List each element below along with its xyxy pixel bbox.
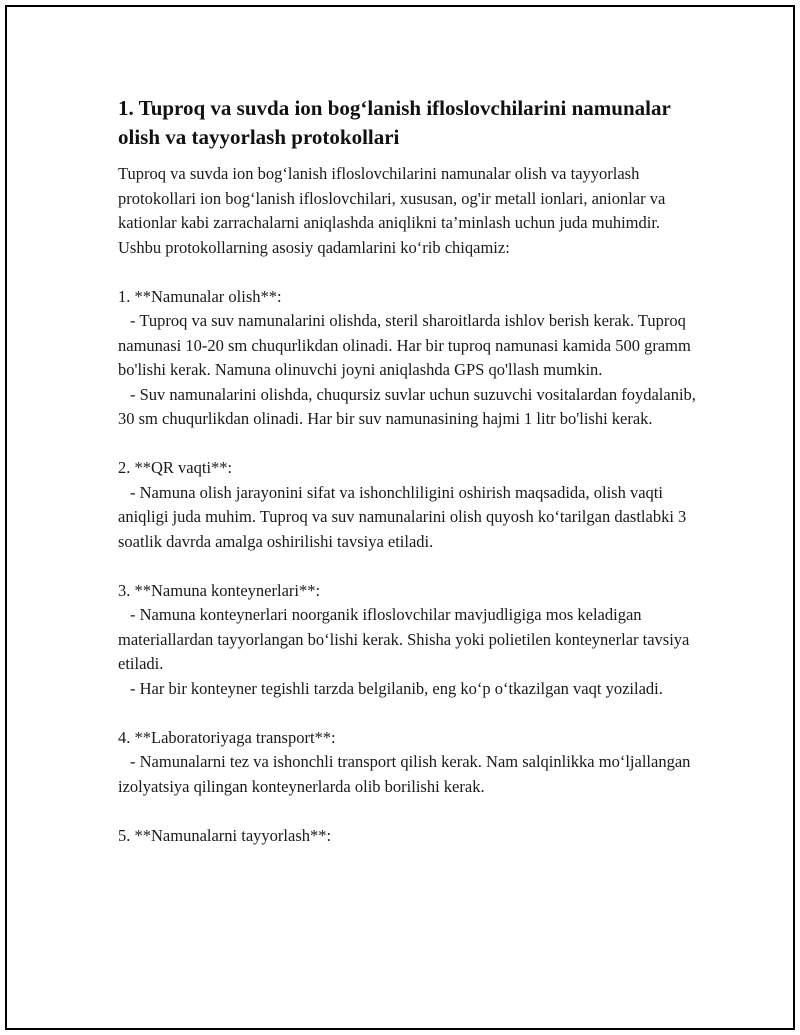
section-sampling — [118, 285, 698, 432]
section-bullet: - Namunalarni tez va ishonchli transport qilish kerak. Nam salqinlikka mo‘ljallangan izolyatsiya qilingan konteynerlarda olib borilishi kerak. — [118, 752, 691, 796]
section-bullet: - Namuna konteynerlari noorganik ifloslovchilar mavjudligiga mos keladigan materiallardan tayyorlangan bo‘lishi kerak. Shisha yoki polietilen konteynerlar tavsiya etiladi. — [118, 605, 690, 673]
section-heading: 3. **Namuna konteynerlari**: — [118, 580, 321, 600]
document-title: 1. Tuproq va suvda ion bog‘lanish ifloslovchilarini namunalar olish va tayyorlash protokollari — [118, 96, 671, 149]
intro-paragraph: Tuproq va suvda ion bog‘lanish ifloslovchilarini namunalar olish va tayyorlash protokollari ion bog‘lanish ifloslovchilari, xususan, og'ir metall ionlari, anionlar va kationlar kabi zarrachalarni aniqlashda aniqlikni ta’minlash uchun juda muhimdir. Ushbu protokollarning asosiy qadamlarini ko‘rib chiqamiz: — [118, 164, 666, 257]
section-heading: 4. **Laboratoriyaga transport**: — [118, 727, 336, 747]
section-qr-time — [118, 456, 698, 554]
section-heading: 5. **Namunalarni tayyorlash**: — [118, 825, 332, 845]
document-content — [118, 94, 698, 848]
section-containers — [118, 579, 698, 702]
section-bullet: - Tuproq va suv namunalarini olishda, steril sharoitlarda ishlov berish kerak. Tuproq namunasi 10-20 sm chuqurlikdan olinadi. Har bir tuproq namunasi kamida 500 gramm bo'lishi kerak. Namuna olinuvchi joyni aniqlashda GPS qo'llash mumkin. — [118, 311, 691, 379]
section-heading: 1. **Namunalar olish**: — [118, 286, 282, 306]
section-transport — [118, 726, 698, 800]
section-heading: 2. **QR vaqti**: — [118, 458, 233, 477]
section-bullet: - Har bir konteyner tegishli tarzda belgilanib, eng ko‘p o‘tkazilgan vaqt yoziladi. — [130, 678, 663, 698]
section-bullet: - Suv namunalarini olishda, chuqursiz suvlar uchun suzuvchi vositalardan foydalanib, 30 sm chuqurlikdan olinadi. Har bir suv namunasining hajmi 1 litr bo'lishi kerak. — [118, 384, 696, 428]
section-preparation — [118, 824, 698, 849]
section-bullet: - Namuna olish jarayonini sifat va ishonchliligini oshirish maqsadida, olish vaqti aniqligi juda muhim. Tuproq va suv namunalarini olish quyosh ko‘tarilgan dastlabki 3 soatlik davrda amalga oshirilishi tavsiya etiladi. — [118, 482, 687, 551]
